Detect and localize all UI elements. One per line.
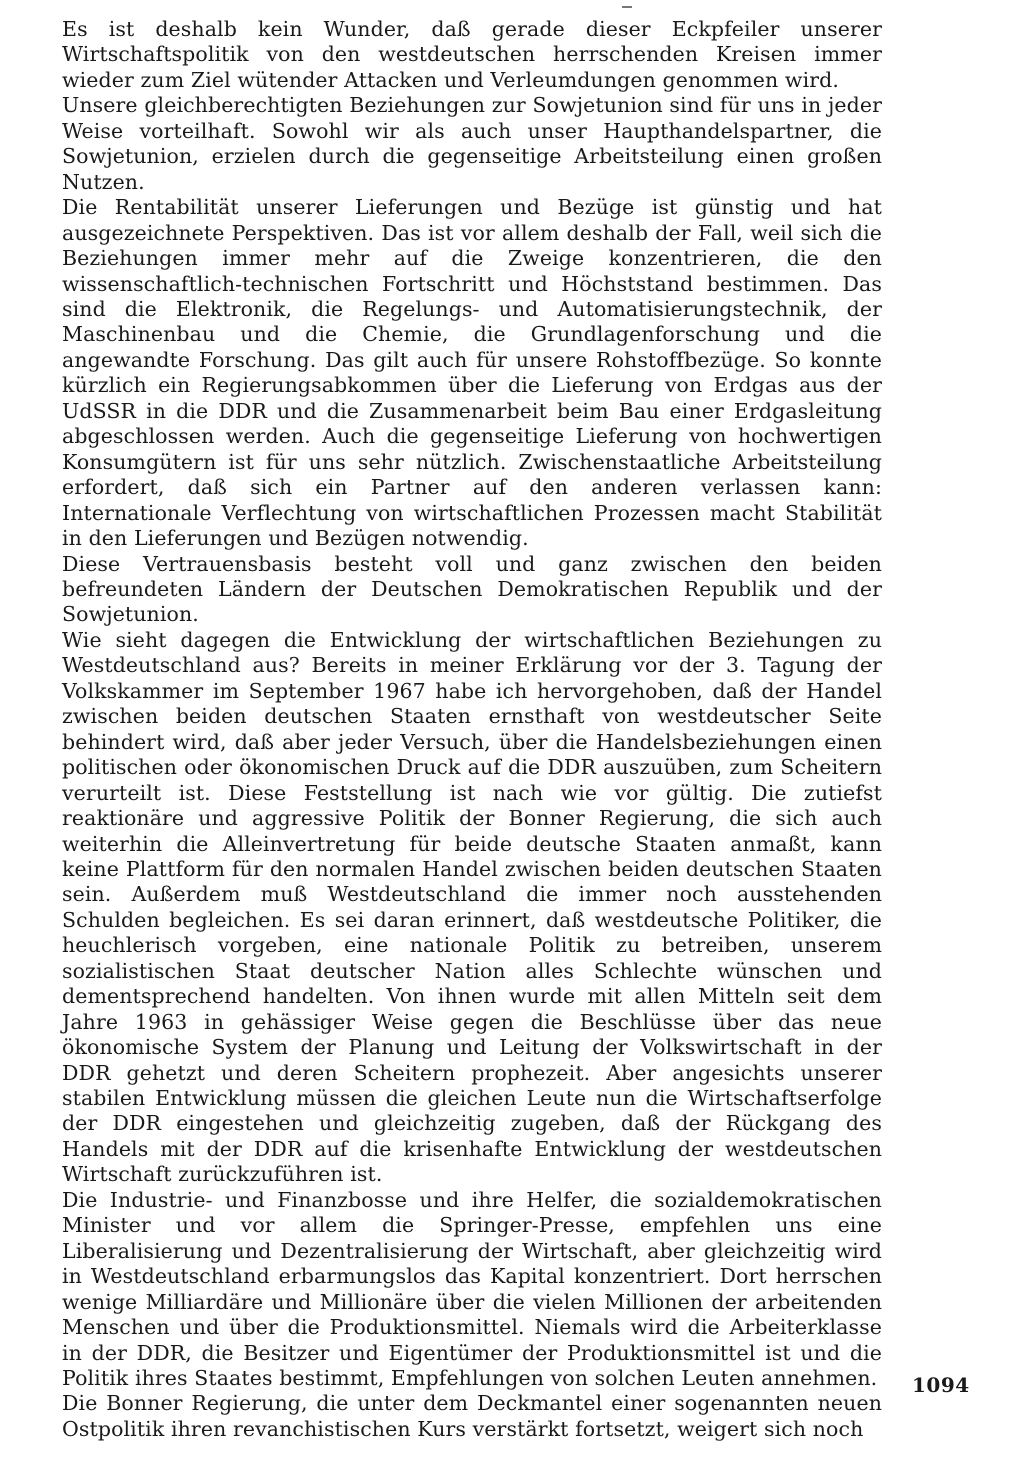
paragraph-1: Es ist deshalb kein Wunder, daß gerade dieser Eckpfeiler unserer Wirtschaftspolitik von den westdeutschen herrschenden Kreisen immer wieder zum Ziel wütender Attacken und Verleumdungen genommen wird.: [62, 17, 882, 92]
paragraph-7: Die Bonner Regierung, die unter dem Deckmantel einer sogenannten neuen Ostpolitik ihren revanchistischen Kurs verstärkt fortsetzt, weigert sich noch: [62, 1391, 882, 1441]
paragraph-3: Die Rentabilität unserer Lieferungen und Bezüge ist günstig und hat ausgezeichnete Perspektiven. Das ist vor allem deshalb der Fall, weil sich die Beziehungen immer mehr auf die Zweige konzentrieren, die den wissenschaftlich-technischen Fortschritt und Höchststand bestimmen. Das sind die Elektronik, die Regelungs- und Automatisierungstechnik, der Maschinenbau und die Chemie, die Grundlagenforschung und die angewandte Forschung. Das gilt auch für unsere Rohstoffbezüge. So konnte kürzlich ein Regierungsabkommen über die Lieferung von Erdgas aus der UdSSR in die DDR und die Zusammenarbeit beim Bau einer Erdgasleitung abgeschlossen werden. Auch die gegenseitige Lieferung von hochwertigen Konsumgütern ist für uns sehr nützlich. Zwischenstaatliche Arbeitsteilung erfordert, daß sich ein Partner auf den anderen verlassen kann: Internationale Verflechtung von wirtschaftlichen Prozessen macht Stabilität in den Lieferungen und Bezügen notwendig.: [62, 195, 882, 551]
paragraph-6: Die Industrie- und Finanzbosse und ihre Helfer, die sozialdemokratischen Minister und vor allem die Springer-Presse, empfehlen uns eine Liberalisierung und Dezentralisierung der Wirtschaft, aber gleichzeitig wird in Westdeutschland erbarmungslos das Kapital konzentriert. Dort herrschen wenige Milliardäre und Millionäre über die vielen Millionen der arbeitenden Menschen und über die Produktionsmittel. Niemals wird die Arbeiterklasse in der DDR, die Besitzer und Eigentümer der Produktionsmittel ist und die Politik ihres Staates bestimmt, Empfehlungen von solchen Leuten annehmen.: [62, 1187, 882, 1391]
paragraph-4: Diese Vertrauensbasis besteht voll und ganz zwischen den beiden befreundeten Ländern der Deutschen Demokratischen Republik und der Sowjetunion.: [62, 551, 882, 627]
scan-mark: [622, 6, 632, 8]
page-number: 1094: [912, 1373, 970, 1397]
body-text: [62, 17, 882, 1442]
paragraph-2: Unsere gleichberechtigten Beziehungen zur Sowjetunion sind für uns in jeder Weise vorteilhaft. Sowohl wir als auch unser Haupthandelspartner, die Sowjetunion, erzielen durch die gegenseitige Arbeitsteilung einen großen Nutzen.: [62, 93, 882, 194]
paragraph-5: Wie sieht dagegen die Entwicklung der wirtschaftlichen Beziehungen zu Westdeutschland aus? Bereits in meiner Erklärung vor der 3. Tagung der Volkskammer im September 1967 habe ich hervorgehoben, daß der Handel zwischen beiden deutschen Staaten ernsthaft von westdeutscher Seite behindert wird, daß aber jeder Versuch, über die Handelsbeziehungen einen politischen oder ökonomischen Druck auf die DDR auszuüben, zum Scheitern verurteilt ist. Diese Feststellung ist nach wie vor gültig. Die zutiefst reaktionäre und aggressive Politik der Bonner Regierung, die sich auch weiterhin die Alleinvertretung für beide deutsche Staaten anmaßt, kann keine Plattform für den normalen Handel zwischen beiden deutschen Staaten sein. Außerdem muß Westdeutschland die immer noch ausstehenden Schulden begleichen. Es sei daran erinnert, daß westdeutsche Politiker, die heuchlerisch vorgeben, eine nationale Politik zu betreiben, unserem sozialistischen Staat deutscher Nation alles Schlechte wünschen und dementsprechend handelten. Von ihnen wurde mit allen Mitteln seit dem Jahre 1963 in gehässiger Weise gegen die Beschlüsse über das neue ökonomische System der Planung und Leitung der Volkswirtschaft in der DDR gehetzt und deren Scheitern prophezeit. Aber angesichts unserer stabilen Entwicklung müssen die gleichen Leute nun die Wirtschaftserfolge der DDR eingestehen und gleichzeitig zugeben, daß der Rückgang des Handels mit der DDR auf die krisenhafte Entwicklung der westdeutschen Wirtschaft zurückzuführen ist.: [62, 627, 882, 1187]
